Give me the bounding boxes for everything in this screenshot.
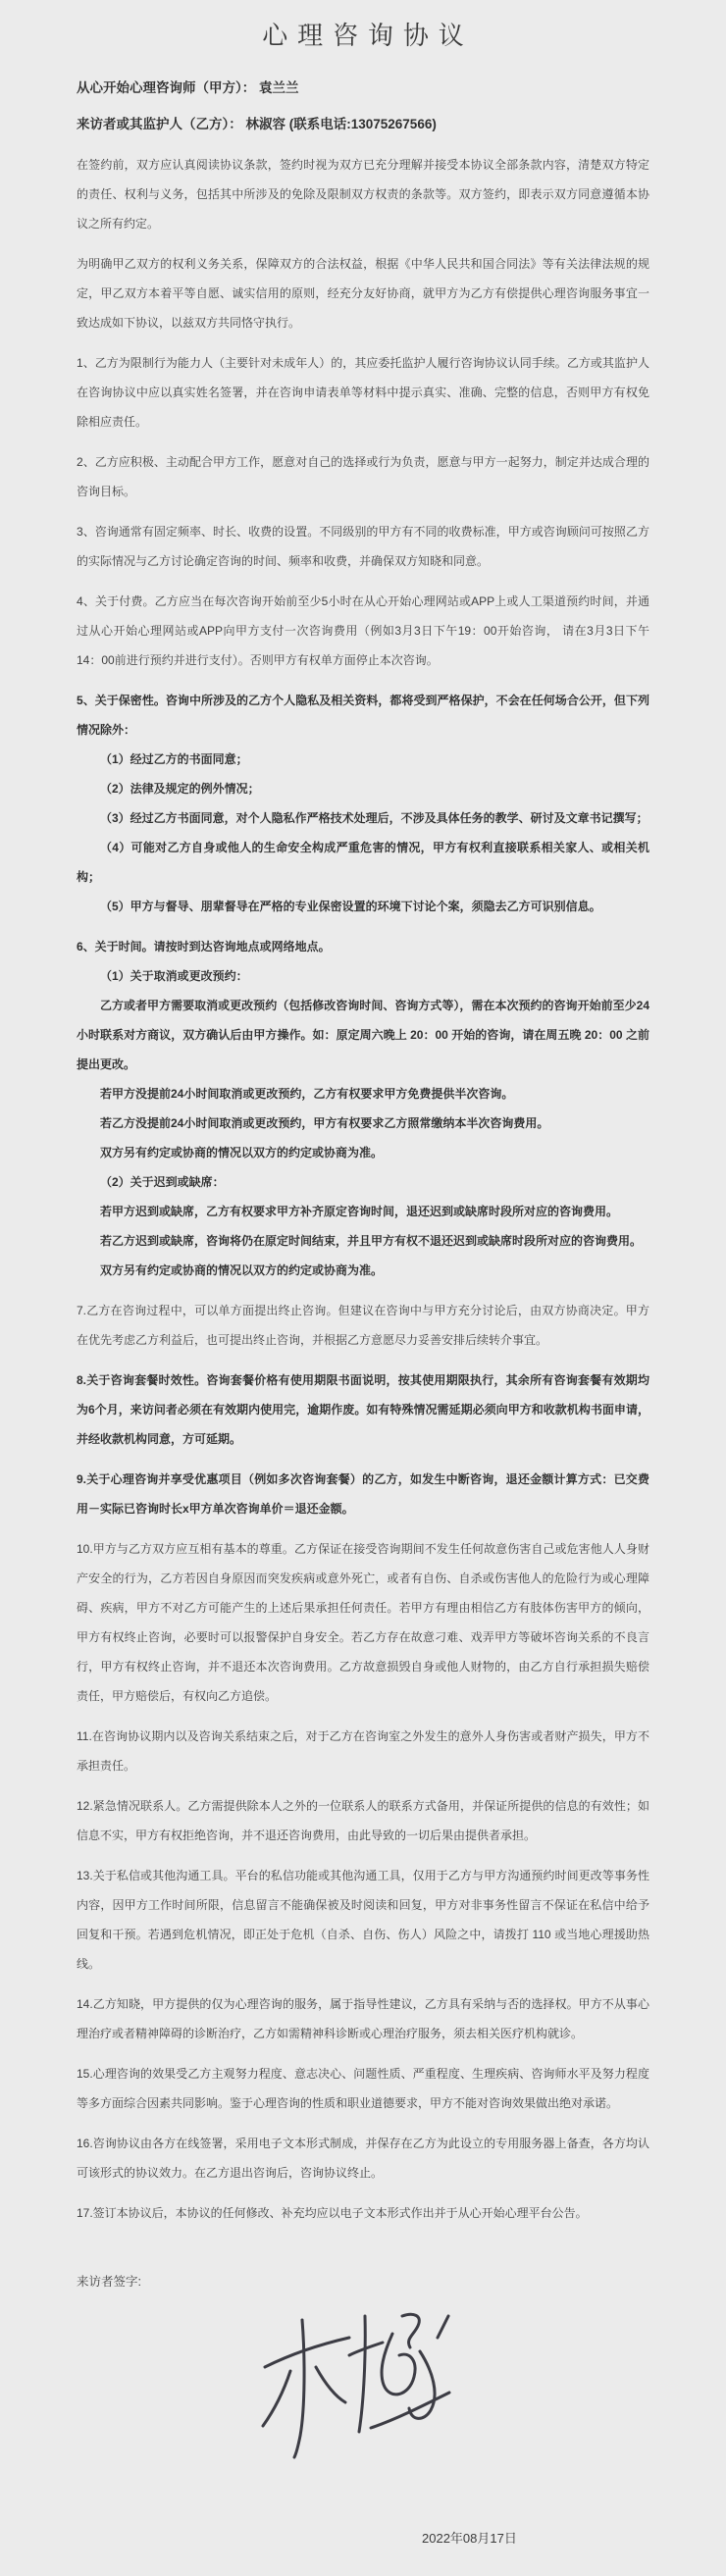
clauses <box>77 150 649 2228</box>
clause-paragraph: 若甲方没提前24小时间取消或更改预约，乙方有权要求甲方免费提供半次咨询。 <box>100 1087 514 1101</box>
clause-paragraph: 若乙方迟到或缺席，咨询将仍在原定时间结束，并且甲方有权不退还迟到或缺席时段所对应的咨询费用。 <box>100 1234 643 1248</box>
clause-paragraph: 双方另有约定或协商的情况以双方的约定或协商为准。 <box>100 1263 384 1277</box>
clause-paragraph: 9.关于心理咨询并享受优惠项目（例如多次咨询套餐）的乙方，如发生中断咨询，退还金额计算方式：已交费用－实际已咨询时长x甲方单次咨询单价＝退还金额。 <box>77 1472 649 1516</box>
page-title: 心理咨询协议 <box>262 21 474 50</box>
party-b-line: 来访者或其监护人（乙方）： 林淑容 (联系电话:13075267566) <box>77 117 437 131</box>
clause-paragraph: 15.心理咨询的效果受乙方主观努力程度、意志决心、问题性质、严重程度、生理疾病、咨询师水平及努力程度等多方面综合因素共同影响。鉴于心理咨询的性质和职业道德要求，甲方不能对咨询效果做出绝对承诺。 <box>77 2067 649 2110</box>
clause-paragraph: 6、关于时间。请按时到达咨询地点或网络地点。 <box>77 940 331 953</box>
clause-paragraph: （4）可能对乙方自身或他人的生命安全构成严重危害的情况，甲方有权利直接联系相关家人、或相关机构； <box>77 841 649 884</box>
clause-paragraph: 若乙方没提前24小时间取消或更改预约，甲方有权要求乙方照常缴纳本半次咨询费用。 <box>100 1116 549 1130</box>
clause-paragraph: （2）关于迟到或缺席： <box>100 1175 225 1189</box>
clause-paragraph: 5、关于保密性。咨询中所涉及的乙方个人隐私及相关资料，都将受到严格保护，不会在任何场合公开，但下列情况除外： <box>77 694 649 737</box>
clause-paragraph: （1）经过乙方的书面同意； <box>100 752 248 766</box>
clause-paragraph: 7.乙方在咨询过程中，可以单方面提出终止咨询。但建议在咨询中与甲方充分讨论后，由双方协商决定。甲方在优先考虑乙方利益后，也可提出终止咨询，并根据乙方意愿尽力妥善安排后续转介事宜。 <box>77 1304 649 1347</box>
clause-paragraph: 17.签订本协议后，本协议的任何修改、补充均应以电子文本形式作出并于从心开始心理平台公告。 <box>77 2206 588 2220</box>
clause-paragraph: （1）关于取消或更改预约： <box>100 969 248 983</box>
signing-date: 2022年08月17日 <box>422 2531 517 2546</box>
handwritten-signature-scrawl <box>255 2310 466 2475</box>
clause-paragraph: 11.在咨询协议期内以及咨询关系结束之后，对于乙方在咨询室之外发生的意外人身伤害或者财产损失，甲方不承担责任。 <box>77 1729 649 1773</box>
clause-paragraph: （2）法律及规定的例外情况； <box>100 782 260 796</box>
clause-paragraph: 8.关于咨询套餐时效性。咨询套餐价格有使用期限书面说明，按其使用期限执行，其余所有咨询套餐有效期均为6个月，来访问者必须在有效期内使用完，逾期作废。如有特殊情况需延期必须向甲方和收款机构书面申请，并经收款机构同意，方可延期。 <box>77 1373 649 1446</box>
clause-paragraph: 在签约前，双方应认真阅读协议条款，签约时视为双方已充分理解并接受本协议全部条款内容，清楚双方特定的责任、权利与义务，包括其中所涉及的免除及限制双方权责的条款等。双方签约，即表示双方同意遵循本协议之所有约定。 <box>77 158 649 231</box>
clause-paragraph: 14.乙方知晓，甲方提供的仅为心理咨询的服务，属于指导性建议，乙方具有采纳与否的选择权。甲方不从事心理治疗或者精神障碍的诊断治疗，乙方如需精神科诊断或心理治疗服务，须去相关医疗机构就诊。 <box>77 1997 649 2040</box>
party-a-line: 从心开始心理咨询师（甲方）： 袁兰兰 <box>77 80 299 95</box>
signature-label: 来访者签字: <box>77 2275 141 2289</box>
clause-paragraph: 若甲方迟到或缺席，乙方有权要求甲方补齐原定咨询时间，退还迟到或缺席时段所对应的咨询费用。 <box>100 1205 619 1218</box>
clause-paragraph: 12.紧急情况联系人。乙方需提供除本人之外的一位联系人的联系方式备用，并保证所提供的信息的有效性；如信息不实，甲方有权拒绝咨询，并不退还咨询费用，由此导致的一切后果由提供者承担。 <box>77 1799 649 1842</box>
clause-paragraph: 2、乙方应积极、主动配合甲方工作，愿意对自己的选择或行为负责，愿意与甲方一起努力，制定并达成合理的咨询目标。 <box>77 455 649 498</box>
clause-paragraph: 16.咨询协议由各方在线签署，采用电子文本形式制成，并保存在乙方为此设立的专用服务器上备查，各方均认可该形式的协议效力。在乙方退出咨询后，咨询协议终止。 <box>77 2137 649 2180</box>
clause-paragraph: 10.甲方与乙方双方应互相有基本的尊重。乙方保证在接受咨询期间不发生任何故意伤害自己或危害他人人身财产安全的行为，乙方若因自身原因而突发疾病或意外死亡，或者有自伤、自杀或伤害他人的危险行为或心理障碍、疾病，甲方不对乙方可能产生的上述后果承担任何责任。若甲方有理由相信乙方有肢体伤害甲方的倾向，甲方有权终止咨询，必要时可以报警保护自身安全。若乙方存在故意刁难、戏弄甲方等破坏咨询关系的不良言行，甲方有权终止咨询，并不退还本次咨询费用。乙方故意损毁自身或他人财物的，由乙方自行承担损失赔偿责任，甲方赔偿后，有权向乙方追偿。 <box>77 1542 649 1703</box>
clause-paragraph: 3、咨询通常有固定频率、时长、收费的设置。不同级别的甲方有不同的收费标准，甲方或咨询顾问可按照乙方的实际情况与乙方讨论确定咨询的时间、频率和收费，并确保双方知晓和同意。 <box>77 525 649 568</box>
clause-paragraph: 乙方或者甲方需要取消或更改预约（包括修改咨询时间、咨询方式等），需在本次预约的咨询开始前至少24小时联系对方商议，双方确认后由甲方操作。如：原定周六晚上 20：00 开始的咨询，请在周五晚 20：00 之前提出更改。 <box>77 999 649 1071</box>
clause-paragraph: 13.关于私信或其他沟通工具。平台的私信功能或其他沟通工具，仅用于乙方与甲方沟通预约时间更改等事务性内容，因甲方工作时间所限，信息留言不能确保被及时阅读和回复，甲方对非事务性留言不保证在私信中给予回复和干预。若遇到危机情况，即正处于危机（自杀、自伤、伤人）风险之中，请拨打 110 或当地心理援助热线。 <box>77 1869 649 1971</box>
clause-paragraph: 为明确甲乙双方的权利义务关系，保障双方的合法权益，根据《中华人民共和国合同法》等有关法律法规的规定，甲乙双方本着平等自愿、诚实信用的原则，经充分友好协商，就甲方为乙方有偿提供心理咨询服务事宜一致达成如下协议，以兹双方共同恪守执行。 <box>77 257 649 330</box>
clause-paragraph: 4、关于付费。乙方应当在每次咨询开始前至少5小时在从心开始心理网站或APP上或人工渠道预约时间，并通过从心开始心理网站或APP向甲方支付一次咨询费用（例如3月3日下午19：00开始咨询， 请在3月3日下午14：00前进行预约并进行支付）。否则甲方有权单方面停止本次咨询。 <box>77 594 649 667</box>
clause-paragraph: （5）甲方与督导、朋辈督导在严格的专业保密设置的环境下讨论个案，须隐去乙方可识别信息。 <box>100 900 601 913</box>
clause-paragraph: 1、乙方为限制行为能力人（主要针对未成年人）的，其应委托监护人履行咨询协议认同手续。乙方或其监护人在咨询协议中应以真实姓名签署，并在咨询申请表单等材料中提示真实、准确、完整的信息，否则甲方有权免除相应责任。 <box>77 356 649 429</box>
clause-paragraph: （3）经过乙方书面同意，对个人隐私作严格技术处理后，不涉及具体任务的教学、研讨及文章书记撰写； <box>100 811 648 825</box>
clause-paragraph: 双方另有约定或协商的情况以双方的约定或协商为准。 <box>100 1146 384 1159</box>
